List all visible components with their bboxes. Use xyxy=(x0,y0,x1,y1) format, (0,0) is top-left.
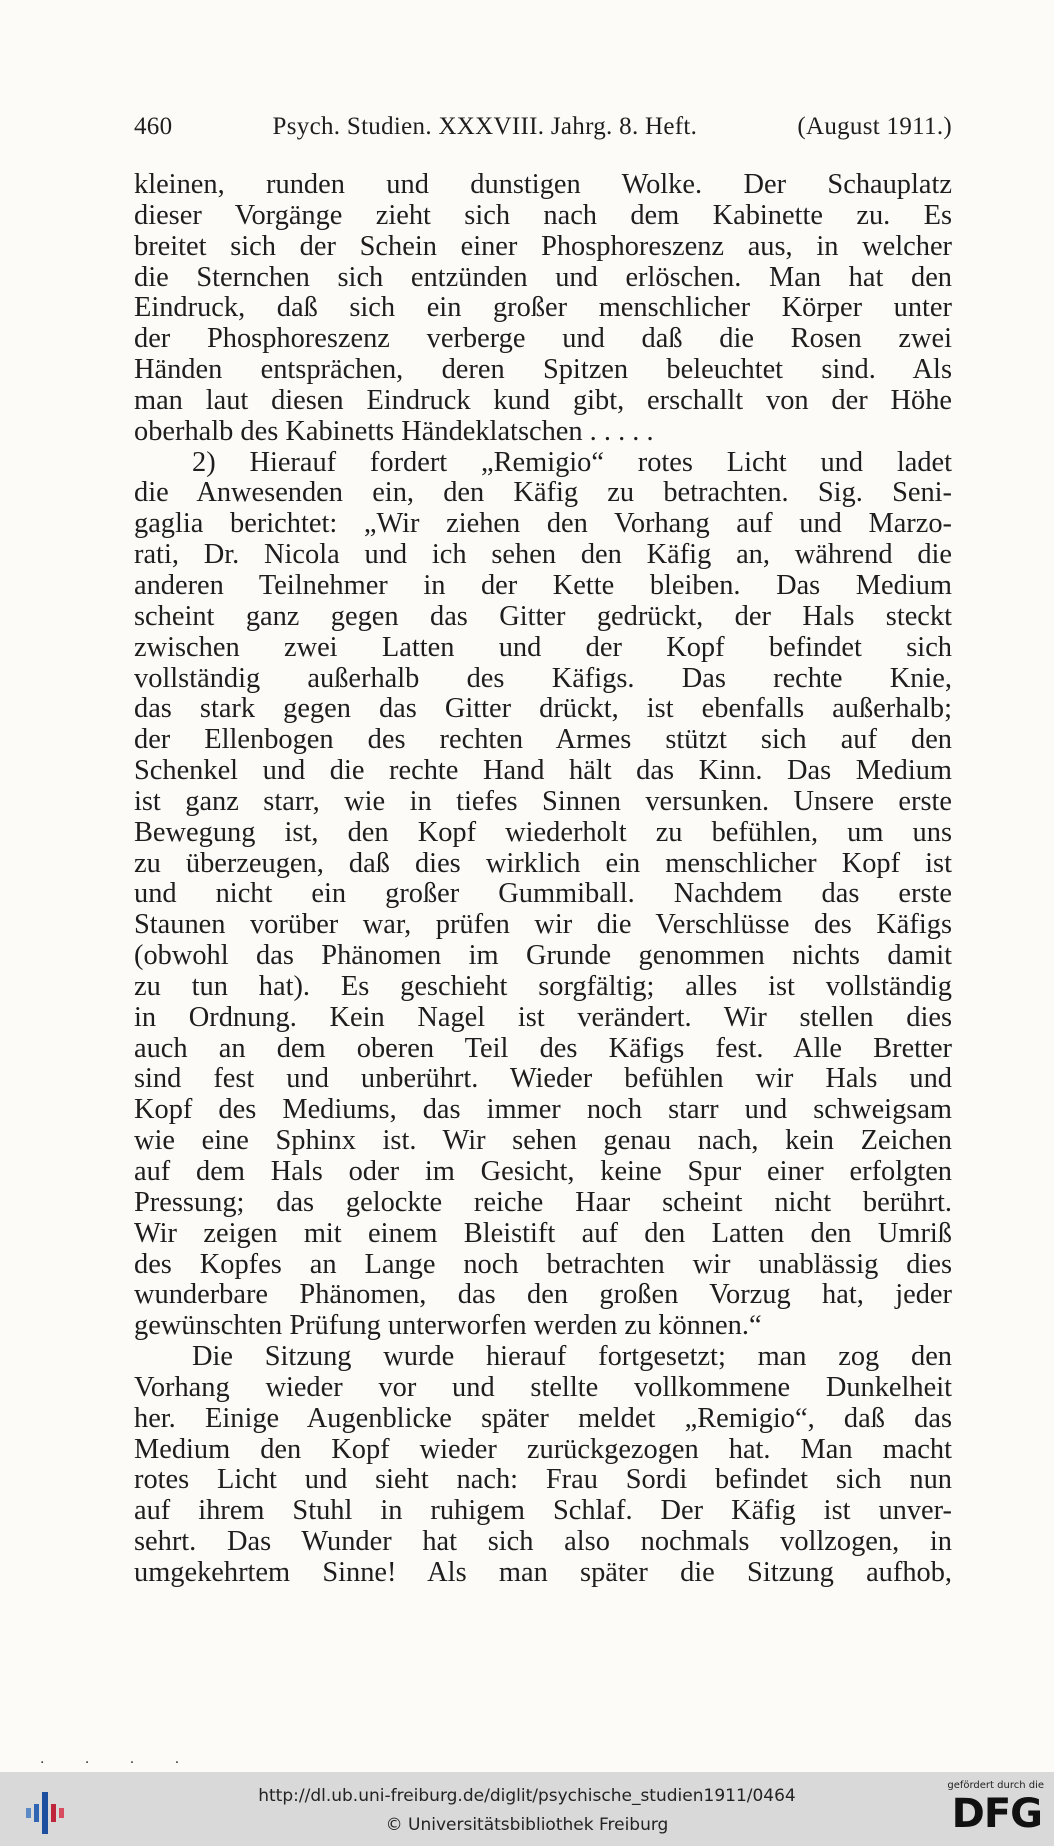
text-line: zu überzeugen, daß dies wirklich ein menschlicher Kopf ist xyxy=(134,848,952,879)
text-line: der Ellenbogen des rechten Armes stützt sich auf den xyxy=(134,725,952,756)
text-line: Händen entsprächen, deren Spitzen beleuchtet sind. Als xyxy=(134,355,952,386)
text-line: Schenkel und die rechte Hand hält das Kinn. Das Medium xyxy=(134,756,952,787)
text-line: scheint ganz gegen das Gitter gedrückt, der Hals steckt xyxy=(134,601,952,632)
text-line: in Ordnung. Kein Nagel ist verändert. Wir stellen dies xyxy=(134,1002,952,1033)
running-header xyxy=(134,113,952,141)
text-line: zwischen zwei Latten und der Kopf befindet sich xyxy=(134,632,952,663)
text-line: gewünschten Prüfung unterworfen werden zu können.“ xyxy=(134,1311,762,1342)
issue-date: (August 1911.) xyxy=(797,113,952,140)
text-line: rati, Dr. Nicola und ich sehen den Käfig an, während die xyxy=(134,540,952,571)
text-line: rotes Licht und sieht nach: Frau Sordi befindet sich nun xyxy=(134,1465,952,1496)
text-line: man laut diesen Eindruck kund gibt, erschallt von der Höhe xyxy=(134,385,952,416)
text-line: Kopf des Mediums, das immer noch starr und schweigsam xyxy=(134,1095,952,1126)
document-url[interactable]: http://dl.ub.uni-freiburg.de/diglit/psychische_studien1911/0464 xyxy=(258,1786,796,1806)
text-line: gaglia berichtet: „Wir ziehen den Vorhang auf und Marzo- xyxy=(134,509,952,540)
text-line: wie eine Sphinx ist. Wir sehen genau nach, kein Zeichen xyxy=(134,1126,952,1157)
text-line: breitet sich der Schein einer Phosphoreszenz aus, in welcher xyxy=(134,231,952,262)
text-line: (obwohl das Phänomen im Grunde genommen nichts damit xyxy=(134,941,952,972)
scan-specks: · · · · xyxy=(40,1755,198,1771)
text-line: das stark gegen das Gitter drückt, ist ebenfalls außerhalb; xyxy=(134,694,952,725)
text-line: der Phosphoreszenz verberge und daß die Rosen zwei xyxy=(134,324,952,355)
text-line: dieser Vorgänge zieht sich nach dem Kabinette zu. Es xyxy=(134,200,952,231)
footer-bar xyxy=(0,1772,1054,1846)
text-line: Vorhang wieder vor und stellte vollkommene Dunkelheit xyxy=(134,1372,952,1403)
text-line: auf ihrem Stuhl in ruhigem Schlaf. Der Käfig ist unver- xyxy=(134,1496,952,1527)
page-number: 460 xyxy=(134,113,173,140)
text-line: oberhalb des Kabinetts Händeklatschen . . . . . xyxy=(134,416,654,447)
body-text xyxy=(134,170,952,1589)
text-line: und nicht ein großer Gummiball. Nachdem das erste xyxy=(134,879,952,910)
text-line: her. Einige Augenblicke später meldet „Remigio“, daß das xyxy=(134,1403,952,1434)
text-line: des Kopfes an Lange noch betrachten wir unablässig dies xyxy=(134,1249,952,1280)
text-line: umgekehrtem Sinne! Als man später die Sitzung aufhob, xyxy=(134,1557,952,1588)
text-line: sehrt. Das Wunder hat sich also nochmals vollzogen, in xyxy=(134,1527,952,1558)
text-line: wunderbare Phänomen, das den großen Vorzug hat, jeder xyxy=(134,1280,952,1311)
text-line: zu tun hat). Es geschieht sorgfältig; alles ist vollständig xyxy=(134,971,952,1002)
text-line: sind fest und unberührt. Wieder befühlen wir Hals und xyxy=(134,1064,952,1095)
text-line: anderen Teilnehmer in der Kette bleiben. Das Medium xyxy=(134,570,952,601)
text-line: Wir zeigen mit einem Bleistift auf den Latten den Umriß xyxy=(134,1218,952,1249)
dfg-logo: DFG xyxy=(951,1791,1042,1837)
text-line: Pressung; das gelockte reiche Haar scheint nicht berührt. xyxy=(134,1187,952,1218)
text-line: Die Sitzung wurde hierauf fortgesetzt; man zog den xyxy=(192,1342,952,1373)
dfg-caption: gefördert durch die xyxy=(947,1780,1044,1791)
text-line: Bewegung ist, den Kopf wiederholt zu befühlen, um uns xyxy=(134,817,952,848)
text-line: die Sternchen sich entzünden und erlöschen. Man hat den xyxy=(134,262,952,293)
text-line: auf dem Hals oder im Gesicht, keine Spur einer erfolgten xyxy=(134,1157,952,1187)
copyright-notice: © Universitätsbibliothek Freiburg xyxy=(385,1815,669,1835)
text-line: vollständig außerhalb des Käfigs. Das rechte Knie, xyxy=(134,663,952,694)
running-title: Psych. Studien. XXXVIII. Jahrg. 8. Heft. xyxy=(272,113,698,140)
text-line: 2) Hierauf fordert „Remigio“ rotes Licht und ladet xyxy=(192,447,952,478)
text-line: auch an dem oberen Teil des Käfigs fest. Alle Bretter xyxy=(134,1033,952,1064)
text-line: ist ganz starr, wie in tiefes Sinnen versunken. Unsere erste xyxy=(134,786,952,817)
text-line: die Anwesenden ein, den Käfig zu betrachten. Sig. Seni- xyxy=(134,478,952,509)
text-line: Medium den Kopf wieder zurückgezogen hat. Man macht xyxy=(134,1434,952,1465)
text-line: kleinen, runden und dunstigen Wolke. Der Schauplatz xyxy=(134,170,952,200)
text-line: Staunen vorüber war, prüfen wir die Verschlüsse des Käfigs xyxy=(134,910,952,941)
text-line: Eindruck, daß sich ein großer menschlicher Körper unter xyxy=(134,293,952,324)
